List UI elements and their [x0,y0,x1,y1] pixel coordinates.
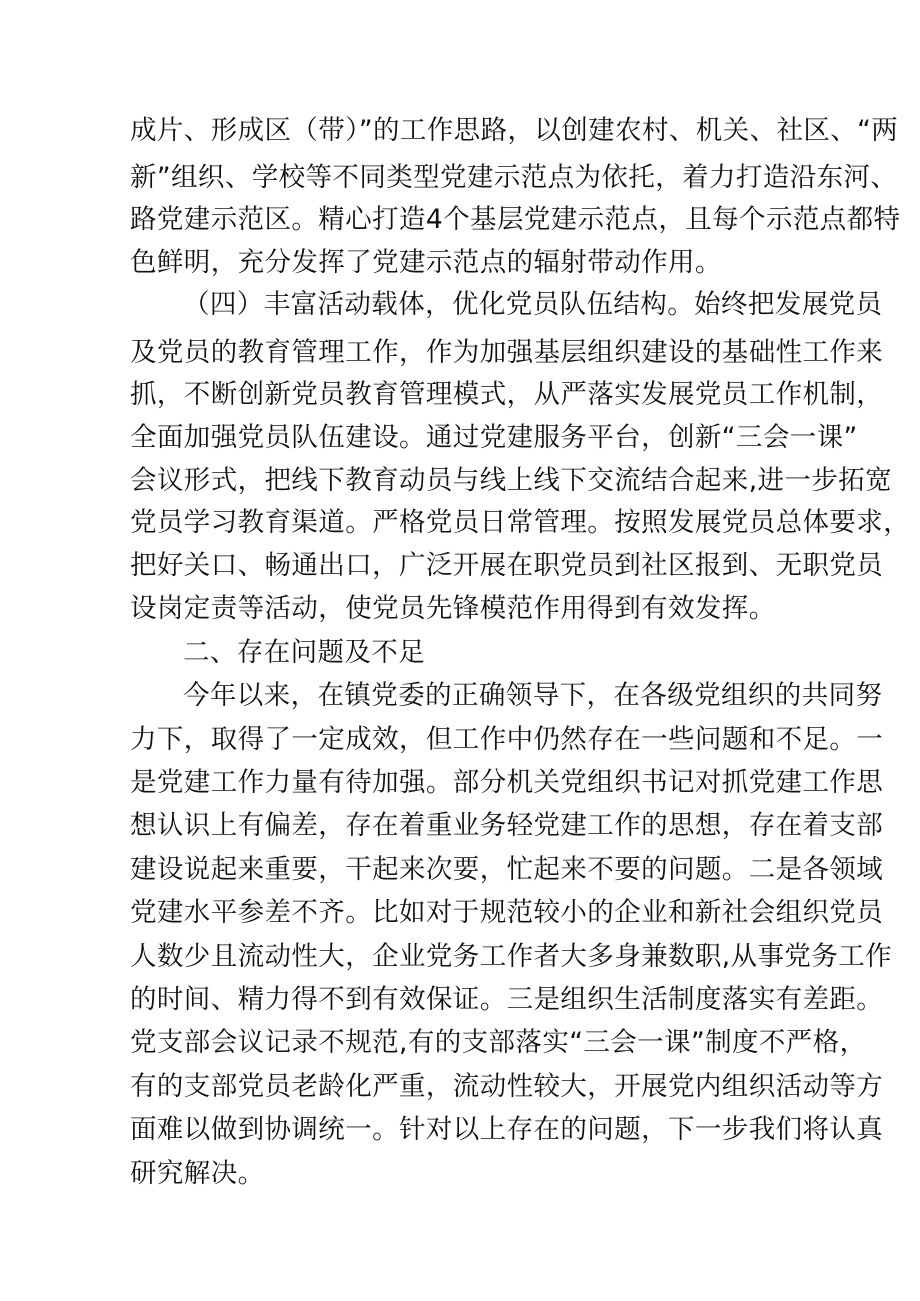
text-line: 建设说起来重要，干起来次要，忙起来不要的问题。二是各领域 [130,854,884,885]
text-line: 及党员的教育管理工作，作为加强基层组织建设的基础性工作来 [130,337,884,368]
text-line: 抓，不断创新党员教育管理模式，从严落实发展党员工作机制， [130,379,884,410]
text-line: 成片、形成区（带）”的工作思路，以创建农村、机关、社区、“两 [130,115,899,146]
text-line: 今年以来，在镇党委的正确领导下，在各级党组织的共同努 [183,680,883,711]
text-line: 党建水平参差不齐。比如对于规范较小的企业和新社会组织党员 [130,897,884,928]
text-line: 路党建示范区。精心打造4个基层党建示范点，且每个示范点都特 [130,204,901,235]
text-line: 力下，取得了一定成效，但工作中仍然存在一些问题和不足。一 [130,724,884,755]
text-line: 是党建工作力量有待加强。部分机关党组织书记对抓党建工作思 [130,767,884,798]
text-line: 面难以做到协调统一。针对以上存在的问题，下一步我们将认真 [130,1114,884,1145]
section-heading-4: （四）丰富活动载体，优化党员队伍结构。始终把发展党员 [183,289,883,320]
text-line: 研究解决。 [130,1158,265,1189]
text-line: 会议形式，把线下教育动员与线上线下交流结合起来,进一步拓宽 [130,465,893,496]
text-line: 色鲜明，充分发挥了党建示范点的辐射带动作用。 [130,247,722,278]
text-line: 党员学习教育渠道。严格党员日常管理。按照发展党员总体要求， [130,507,911,538]
text-line: 有的支部党员老龄化严重，流动性较大，开展党内组织活动等方 [130,1071,884,1102]
text-line: 党支部会议记录不规范,有的支部落实“三会一课”制度不严格， [130,1027,867,1058]
text-line: 想认识上有偏差，存在着重业务轻党建工作的思想，存在着支部 [130,810,884,841]
text-line: 的时间、精力得不到有效保证。三是组织生活制度落实有差距。 [130,984,884,1015]
text-line: 新”组织、学校等不同类型党建示范点为依托，着力打造沿东河、 [130,162,898,193]
section-heading-2: 二、存在问题及不足 [183,637,426,668]
text-line: 设岗定责等活动，使党员先锋模范作用得到有效发挥。 [130,593,776,624]
text-line: 把好关口、畅通出口，广泛开展在职党员到社区报到、无职党员 [130,550,884,581]
text-line: 全面加强党员队伍建设。通过党建服务平台，创新“三会一课” [130,422,858,453]
text-line: 人数少且流动性大，企业党务工作者大多身兼数职,从事党务工作 [130,941,893,972]
